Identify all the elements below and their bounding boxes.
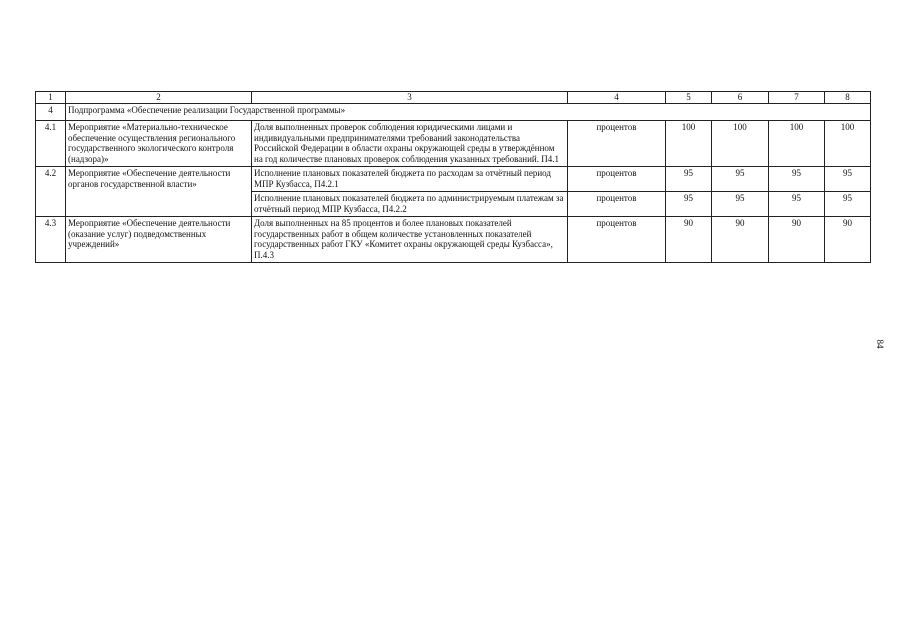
activity-cell: Мероприятие «Материально-техническое обеспечение осуществления регионального государственного экологического контроля (надзора)» <box>66 121 252 167</box>
row-number: 4.3 <box>36 217 66 263</box>
value-cell: 100 <box>666 121 712 167</box>
value-cell: 90 <box>666 217 712 263</box>
unit-cell: процентов <box>568 121 666 167</box>
row-number: 4.2 <box>36 167 66 217</box>
column-header-6: 6 <box>712 92 769 104</box>
column-header-1: 1 <box>36 92 66 104</box>
value-cell: 95 <box>825 167 871 192</box>
value-cell: 100 <box>769 121 825 167</box>
value-cell: 95 <box>712 167 769 192</box>
activity-cell: Мероприятие «Обеспечение деятельности органов государственной власти» <box>66 167 252 217</box>
column-header-7: 7 <box>769 92 825 104</box>
value-cell: 90 <box>769 217 825 263</box>
value-cell: 95 <box>769 192 825 217</box>
table-row <box>36 217 871 263</box>
value-cell: 95 <box>712 192 769 217</box>
column-number-row <box>36 92 871 104</box>
indicator-cell: Доля выполненных проверок соблюдения юридическими лицами и индивидуальными предпринимателями требований законодательства Российской Федерации в области охраны окружающей среды в утверждённом на год количестве плановых проверок соблюдения указанных требований. П4.1 <box>252 121 568 167</box>
indicators-table <box>35 91 871 263</box>
value-cell: 90 <box>825 217 871 263</box>
indicator-cell: Исполнение плановых показателей бюджета по администрируемым платежам за отчётный период МПР Кузбасса, П4.2.2 <box>252 192 568 217</box>
value-cell: 95 <box>825 192 871 217</box>
row-number: 4.1 <box>36 121 66 167</box>
column-header-3: 3 <box>252 92 568 104</box>
indicator-cell: Исполнение плановых показателей бюджета по расходам за отчётный период МПР Кузбасса, П4.2.1 <box>252 167 568 192</box>
value-cell: 95 <box>666 167 712 192</box>
value-cell: 95 <box>666 192 712 217</box>
value-cell: 100 <box>825 121 871 167</box>
value-cell: 100 <box>712 121 769 167</box>
subprogram-row <box>36 104 871 121</box>
subprogram-number: 4 <box>36 104 66 121</box>
table-row <box>36 167 871 192</box>
column-header-5: 5 <box>666 92 712 104</box>
unit-cell: процентов <box>568 192 666 217</box>
column-header-4: 4 <box>568 92 666 104</box>
indicator-cell: Доля выполненных на 85 процентов и более плановых показателей государственных работ в общем количестве установленных показателей государственных работ ГКУ «Комитет охраны окружающей среды Кузбасса», П.4.3 <box>252 217 568 263</box>
column-header-2: 2 <box>66 92 252 104</box>
value-cell: 90 <box>712 217 769 263</box>
column-header-8: 8 <box>825 92 871 104</box>
value-cell: 95 <box>769 167 825 192</box>
table-row <box>36 121 871 167</box>
unit-cell: процентов <box>568 167 666 192</box>
page-number: 84 <box>875 339 885 349</box>
unit-cell: процентов <box>568 217 666 263</box>
subprogram-title: Подпрограмма «Обеспечение реализации Государственной программы» <box>66 104 871 121</box>
activity-cell: Мероприятие «Обеспечение деятельности (оказание услуг) подведомственных учреждений» <box>66 217 252 263</box>
